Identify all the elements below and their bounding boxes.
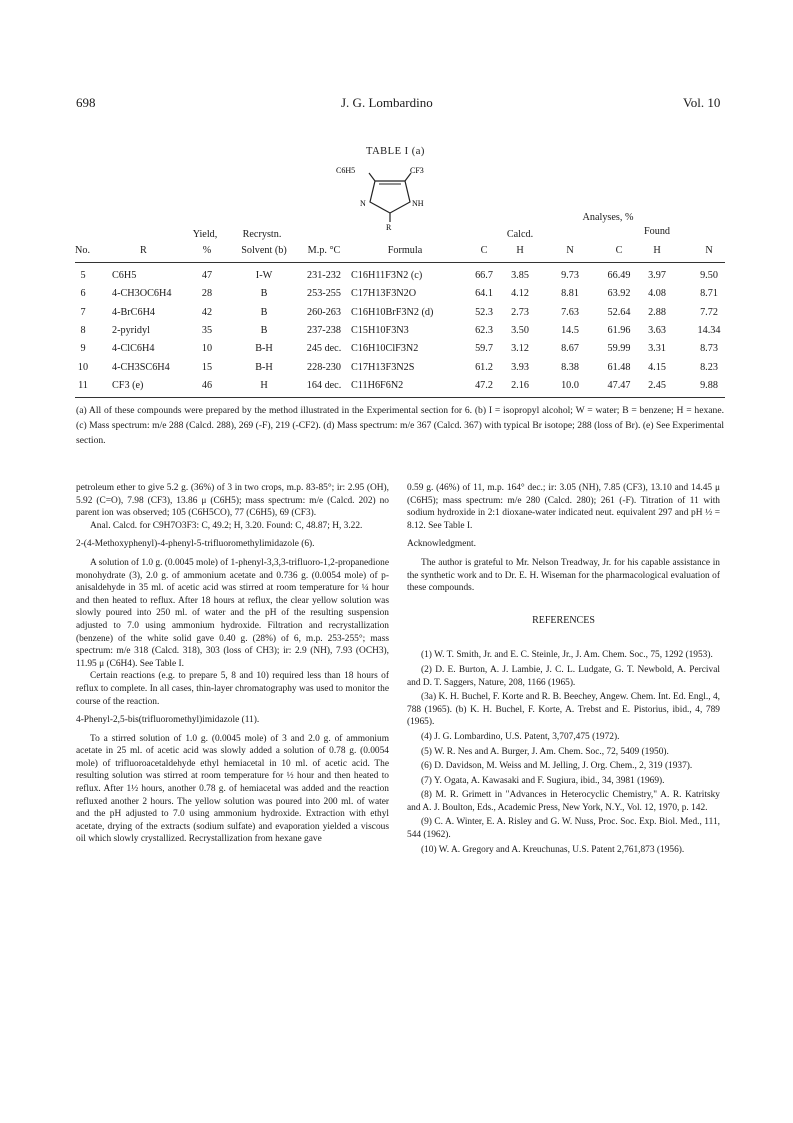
imidazole-structure <box>330 160 450 230</box>
table-cell-ch: 2.73 <box>511 306 529 318</box>
table-cell-fn: 14.34 <box>697 324 721 336</box>
header-found-h: H <box>653 245 661 256</box>
header-found-n: N <box>705 245 713 256</box>
table-cell-fn: 7.72 <box>700 306 718 318</box>
header-mp: M.p. °C <box>307 245 341 256</box>
header-recryst-top: Recrystn. <box>242 229 282 240</box>
table-cell-formula: C16H11F3N2 (c) <box>351 270 423 281</box>
table-cell-no: 9 <box>80 343 86 355</box>
table-cell-cn: 8.38 <box>561 361 579 373</box>
table-cell-solvent: H <box>260 379 268 391</box>
table-cell-cc: 62.3 <box>475 324 493 336</box>
table-bottom-rule <box>75 397 725 398</box>
table-cell-mp: 228-230 <box>307 361 341 373</box>
table-cell-fh: 2.88 <box>648 306 666 318</box>
volume-label: Vol. 10 <box>683 95 721 110</box>
table-cell-no: 11 <box>78 379 88 391</box>
table-cell-formula: C16H10ClF3N2 <box>351 343 419 355</box>
table-cell-cn: 9.73 <box>561 270 579 281</box>
table-cell-fh: 4.08 <box>648 288 666 300</box>
header-calcd-h: H <box>516 245 524 256</box>
table-footnote: (a) All of these compounds were prepared by the method illustrated in the Experimental section for 6. (b) I = isopropyl alcohol; W = water; B = benzene; H = hexane. (c) Mass spectrum: m/e 288 (Calcd. 288), 269 (-F), 219 (-CF2). (d) Mass spectrum: m/e 367 (Calcd. 367) with typical Br isotope; 288 (loss of Br). (e) See Experimental section. <box>76 405 724 446</box>
table-cell-formula: C15H10F3N3 <box>351 324 409 336</box>
table-cell-ch: 3.50 <box>511 324 529 336</box>
reference-item: (6) D. Davidson, M. Weiss and M. Jelling, J. Org. Chem., 2, 319 (1937). <box>421 761 693 772</box>
table-cell-fc: 59.99 <box>607 343 631 355</box>
table-cell-r: 4-BrC6H4 <box>112 306 156 318</box>
header-calcd-c: C <box>480 245 488 256</box>
reference-item: (2) D. E. Burton, A. J. Lambie, J. C. L. Ludgate, G. T. Newbold, A. Percival and D. T. Saggers, Nature, 208, 1166 (1965). <box>407 664 720 688</box>
reference-item: (4) J. G. Lombardino, U.S. Patent, 3,707,475 (1972). <box>421 731 620 742</box>
table-cell-yield: 47 <box>201 270 213 281</box>
table-cell-no: 7 <box>80 306 86 318</box>
table-header-rule <box>75 262 725 263</box>
table-cell-fh: 3.31 <box>648 343 666 355</box>
header-yield-bot: % <box>202 245 212 256</box>
table-cell-solvent: B <box>260 288 268 300</box>
table-cell-no: 6 <box>80 288 86 300</box>
table-cell-ch: 3.12 <box>511 343 529 355</box>
table-cell-fn: 9.50 <box>700 270 718 281</box>
reference-item: (9) C. A. Winter, E. A. Risley and G. W. Nuss, Proc. Soc. Exp. Biol. Med., 111, 544 (1962). <box>407 817 720 841</box>
table-cell-yield: 46 <box>201 379 213 391</box>
reference-item: (5) W. R. Nes and A. Burger, J. Am. Chem. Soc., 72, 5409 (1950). <box>421 746 669 757</box>
header-found: Found <box>643 226 671 237</box>
table-cell-no: 8 <box>80 324 86 336</box>
left-column <box>76 482 389 846</box>
table-cell-fc: 52.64 <box>607 306 631 318</box>
table-cell-yield: 28 <box>201 288 213 300</box>
table-cell-solvent: B <box>260 306 268 318</box>
table-cell-cc: 52.3 <box>475 306 493 318</box>
table-cell-ch: 3.85 <box>511 270 529 281</box>
reference-item: (8) M. R. Grimett in "Advances in Heterocyclic Chemistry," A. R. Katritsky and A. J. Boulton, Eds., Academic Press, New York, N.Y., Vol. 12, 1970, p. 142. <box>407 790 720 813</box>
table-cell-fh: 3.97 <box>648 270 666 281</box>
right-column <box>407 482 720 856</box>
table-cell-cc: 47.2 <box>475 379 493 391</box>
table-cell-cc: 66.7 <box>475 270 493 281</box>
table-cell-mp: 237-238 <box>307 324 341 336</box>
table-cell-yield: 10 <box>201 343 213 355</box>
table-cell-fh: 2.45 <box>648 379 666 391</box>
header-formula: Formula <box>387 245 423 256</box>
table-cell-solvent: I-W <box>255 270 273 281</box>
table-cell-cn: 8.81 <box>561 288 579 300</box>
table-cell-mp: 260-263 <box>307 306 341 318</box>
table-cell-fc: 47.47 <box>607 379 631 391</box>
acknowledgment-heading: Acknowledgment. <box>407 539 476 550</box>
table-cell-fh: 3.63 <box>648 324 666 336</box>
reference-item: (1) W. T. Smith, Jr. and E. C. Steinle, Jr., J. Am. Chem. Soc., 75, 1292 (1953). <box>421 650 713 661</box>
page-number: 698 <box>76 95 96 110</box>
table-cell-fh: 4.15 <box>648 361 666 373</box>
acknowledgment-text: The author is grateful to Mr. Nelson Treadway, Jr. for his capable assistance in the synthetic work and to Dr. E. H. Wiseman for the pharmacological evaluation of these compounds. <box>407 557 720 594</box>
table-cell-r: C6H5 <box>112 270 137 281</box>
table-cell-cn: 14.5 <box>561 324 579 336</box>
table-cell-yield: 15 <box>201 361 213 373</box>
table-cell-formula: C17H13F3N2O <box>351 288 417 300</box>
reference-item: (10) W. A. Gregory and A. Kreuchunas, U.S. Patent 2,761,873 (1956). <box>421 844 685 855</box>
paragraph-analysis: Anal. Calcd. for C9H7O3F3: C, 49.2; H, 3.20. Found: C, 48.87; H, 3.22. <box>90 520 363 531</box>
table-cell-mp: 245 dec. <box>306 343 342 355</box>
table-cell-yield: 42 <box>201 306 213 318</box>
header-calcd: Calcd. <box>506 229 534 240</box>
table-cell-formula: C16H10BrF3N2 (d) <box>351 306 434 318</box>
section-heading-compound-11: 4-Phenyl-2,5-bis(trifluoromethyl)imidazole (11). <box>76 715 260 726</box>
reference-item: (3a) K. H. Buchel, F. Korte and R. B. Beechey, Angew. Chem. Int. Ed. Engl., 4, 788 (1965). (b) K. H. Buchel, F. Korte, A. Trebst and E. Pistorius, ibid., 4, 789 (1965). <box>407 692 720 728</box>
table-cell-mp: 253-255 <box>307 288 341 300</box>
table-cell-solvent: B-H <box>255 343 273 355</box>
section-heading-compound-6: 2-(4-Methoxyphenyl)-4-phenyl-5-trifluoromethylimidazole (6). <box>76 539 315 550</box>
table-cell-fn: 8.71 <box>700 288 718 300</box>
table-cell-cn: 7.63 <box>561 306 579 318</box>
reference-item: (7) Y. Ogata, A. Kawasaki and F. Sugiura, ibid., 34, 3981 (1969). <box>421 775 665 786</box>
header-r: R <box>140 245 147 256</box>
table-cell-ch: 4.12 <box>511 288 529 300</box>
table-cell-fn: 8.73 <box>700 343 718 355</box>
table-cell-solvent: B <box>260 324 268 336</box>
table-cell-mp: 164 dec. <box>306 379 342 391</box>
table-cell-r: 4-CH3SC6H4 <box>112 361 170 373</box>
running-author: J. G. Lombardino <box>341 95 433 110</box>
structure-label-r: R <box>386 223 392 230</box>
references-heading: REFERENCES <box>532 614 595 626</box>
header-found-c: C <box>615 245 623 256</box>
references-list <box>407 649 720 856</box>
table-cell-mp: 231-232 <box>307 270 341 281</box>
structure-label-c6h5: C6H5 <box>336 166 356 175</box>
paragraph: petroleum ether to give 5.2 g. (36%) of 3 in two crops, m.p. 83-85°; ir: 2.95 (OH), 5.92 (C=O), 7.98 (CF3), 13.86 μ (C6H5); mass spectrum: m/e (Calcd. 202) no parent ion was observed; 105 (C6H5CO), 77 (C6H5), 69 (CF3). <box>76 483 389 519</box>
table-cell-formula: C17H13F3N2S <box>351 361 415 373</box>
paragraph: 0.59 g. (46%) of 11, m.p. 164° dec.; ir: 3.05 (NH), 7.85 (CF3), 13.10 and 14.45 μ (C6H5); mass spectrum: m/e 280 (Calcd. 280); 261 (-F). Titration of 11 with sodium hydroxide in 2:1 dioxane-water indicated neut. equivalent 297 and pH ½ = 8.12. See Table I. <box>407 483 720 531</box>
table-cell-ch: 2.16 <box>511 379 529 391</box>
header-no: No. <box>75 245 90 256</box>
table-cell-cc: 59.7 <box>475 343 493 355</box>
table-cell-fn: 9.88 <box>700 379 718 391</box>
header-yield-top: Yield, <box>192 229 218 240</box>
header-recryst-bot: Solvent (b) <box>241 245 287 256</box>
header-analyses: Analyses, % <box>582 212 634 223</box>
table-cell-fc: 63.92 <box>607 288 631 300</box>
table-cell-fc: 66.49 <box>607 270 631 281</box>
paragraph: A solution of 1.0 g. (0.0045 mole) of 1-phenyl-3,3,3-trifluoro-1,2-propanedione monohydrate (3), 2.0 g. of ammonium acetate and 0.736 g. (0.0054 mole) of p-anisaldehyde in 35 ml. of acetic acid was stirred at room temperature for ¼ hour and then heated to reflux. After 18 hours at reflux, the clear yellow solution was slowly poured into 250 ml. of water and the pH of the resulting suspension adjusted to 7.0 using ammonium hydroxide. Filtration and recrystallization (benzene) of the white solid gave 0.40 g. (28%) of 6, m.p. 253-255°; mass spectrum: m/e 318 (Calcd. 318), 303 (loss of CH3); ir: 2.9 (NH), 7.93 (OCH3), 11.95 μ (C6H4). See Table I. <box>76 557 389 669</box>
table-cell-r: 4-ClC6H4 <box>112 343 155 355</box>
table-title: TABLE I (a) <box>366 146 425 157</box>
table-cell-r: 4-CH3OC6H4 <box>112 288 172 300</box>
table-cell-fc: 61.48 <box>607 361 631 373</box>
structure-label-n: N <box>360 199 366 208</box>
table-cell-r: CF3 (e) <box>112 379 144 391</box>
table-cell-cn: 8.67 <box>561 343 579 355</box>
structure-label-nh: NH <box>412 199 424 208</box>
table-cell-ch: 3.93 <box>511 361 529 373</box>
table-cell-solvent: B-H <box>255 361 273 373</box>
table-cell-cc: 64.1 <box>475 288 493 300</box>
table-cell-cn: 10.0 <box>561 379 579 391</box>
table-cell-no: 5 <box>80 270 86 281</box>
table-cell-cc: 61.2 <box>475 361 493 373</box>
table-cell-no: 10 <box>77 361 89 373</box>
paragraph: Certain reactions (e.g. to prepare 5, 8 and 10) required less than 18 hours of reflux to complete. In all cases, thin-layer chromatography was used to monitor the course of the reaction. <box>76 671 389 707</box>
table-cell-fc: 61.96 <box>607 324 631 336</box>
table-cell-yield: 35 <box>201 324 213 336</box>
paragraph: To a stirred solution of 1.0 g. (0.0045 mole) of 3 and 2.0 g. of ammonium acetate in 25 ml. of acetic acid was slowly added a solution of 0.78 g. (0.0054 mole) of trifluoroacetaldehyde ethyl hemiacetal in 10 ml. of acetic acid. The resulting solution was stirred at room temperature for ½ hour and then heated to reflux. After 1½ hours, another 0.78 g. of hemiacetal was added and the reaction refluxed another 2 hours. The yellow solution was poured into 200 ml. of water and the pH adjusted to 7.0 using ammonium hydroxide. Extraction with ethyl acetate, drying of the extracts (sodium sulfate) and evaporation yielded a viscous oil which slowly crystallized. Recrystallization from hexane gave <box>76 733 389 845</box>
table-cell-r: 2-pyridyl <box>112 324 150 336</box>
header-calcd-n: N <box>566 245 574 256</box>
table-cell-formula: C11H6F6N2 <box>351 379 404 391</box>
table-cell-fn: 8.23 <box>700 361 718 373</box>
structure-label-cf3: CF3 <box>410 166 424 175</box>
